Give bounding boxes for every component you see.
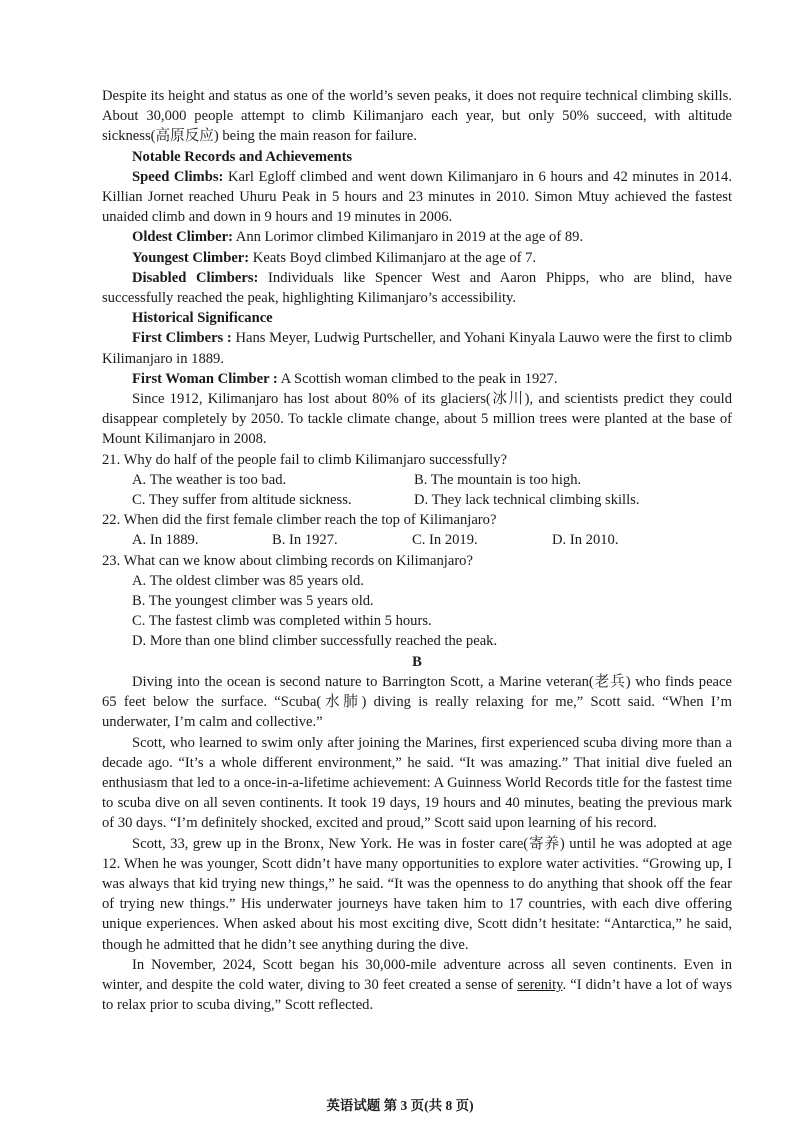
exam-page bbox=[102, 86, 732, 1015]
oldest-climber-label: Oldest Climber: bbox=[132, 229, 233, 246]
question-22: 22. When did the first female climber reach the top of Kilimanjaro? bbox=[102, 512, 497, 529]
first-woman-text: A Scottish woman climbed to the peak in 1927. bbox=[277, 370, 558, 387]
first-climbers-label: First Climbers : bbox=[132, 330, 232, 347]
passage-b-label: B bbox=[412, 653, 422, 670]
question-21: 21. Why do half of the people fail to climb Kilimanjaro successfully? bbox=[102, 451, 508, 468]
option-c: C. They suffer from altitude sickness. bbox=[132, 492, 352, 509]
underlined-word: serenity bbox=[517, 976, 563, 993]
page-footer: 英语试题 第 3 页(共 8 页) bbox=[326, 1098, 474, 1113]
youngest-climber-label: Youngest Climber: bbox=[132, 249, 250, 266]
disabled-climbers-text: Individuals like Spencer West and Aaron Phipps, who are blind, have successfully reached the peak, highlighting Kilimanjaro’s accessibility. bbox=[102, 269, 732, 307]
option-b: B. In 1927. bbox=[272, 532, 338, 549]
first-woman-paragraph bbox=[102, 369, 732, 389]
oldest-climber-paragraph bbox=[102, 227, 732, 247]
youngest-climber-text: Keats Boyd climbed Kilimanjaro at the age of 7. bbox=[249, 249, 537, 266]
passage-b-paragraph: Diving into the ocean is second nature to Barrington Scott, a Marine veteran(老兵) who finds peace 65 feet below the surface. “Scuba(水肺) diving is really relaxing for me,” Scott said. “When I’m underwater, I’m calm and collective.” bbox=[102, 673, 732, 731]
youngest-climber-paragraph bbox=[102, 248, 732, 268]
disabled-climbers-paragraph bbox=[102, 268, 732, 308]
option-c: C. The fastest climb was completed within 5 hours. bbox=[132, 613, 432, 630]
first-climbers-text: Hans Meyer, Ludwig Purtscheller, and Yohani Kinyala Lauwo were the first to climb Kilimanjaro in 1889. bbox=[102, 330, 732, 367]
option-a: A. The oldest climber was 85 years old. bbox=[132, 572, 364, 589]
speed-climbs-label: Speed Climbs: bbox=[132, 168, 224, 185]
question-22-options-row bbox=[102, 530, 732, 550]
glacier-paragraph: Since 1912, Kilimanjaro has lost about 80% of its glaciers(冰川), and scientists predict they could disappear completely by 2050. To tackle climate change, about 5 million trees were planted at the base of Mount Kilimanjaro in 2008. bbox=[102, 391, 732, 448]
option-b: B. The youngest climber was 5 years old. bbox=[132, 593, 374, 610]
passage-a-paragraph: Despite its height and status as one of the world’s seven peaks, it does not require technical climbing skills. About 30,000 people attempt to climb Kilimanjaro each year, but only 50% succeed, with altitude sickness(高原反应) being the main reason for failure. bbox=[102, 88, 732, 145]
section-heading: Notable Records and Achievements bbox=[132, 148, 353, 165]
question-21-options-row-2 bbox=[102, 490, 732, 510]
oldest-climber-text: Ann Lorimor climbed Kilimanjaro in 2019 at the age of 89. bbox=[232, 229, 584, 246]
paragraph-text: In November, 2024, Scott began his 30,000-mile adventure across all seven continents. Even in winter, and despite the cold water, diving to 30 feet created a sense of bbox=[102, 956, 732, 993]
option-d: D. More than one blind climber successfully reached the peak. bbox=[132, 633, 498, 650]
option-a: A. In 1889. bbox=[132, 532, 199, 549]
option-d: D. They lack technical climbing skills. bbox=[414, 492, 640, 509]
section-heading-historical: Historical Significance bbox=[132, 310, 273, 327]
passage-b-paragraph bbox=[102, 955, 732, 1016]
option-c: C. In 2019. bbox=[412, 532, 478, 549]
speed-climbs-paragraph bbox=[102, 167, 732, 228]
passage-b-paragraph: Scott, who learned to swim only after joining the Marines, first experienced scuba diving more than a decade ago. “It’s a whole different environment,” he said. “It was amazing.” That initial dive fueled an enthusiasm that led to a once-in-a-lifetime achievement: A Guinness World Records title for the fastest time to scuba dive on all seven continents. It took 19 days, 19 hours and 40 minutes, beating the previous mark of 30 days. “I’m definitely shocked, excited and proud,” Scott said upon learning of his record. bbox=[102, 734, 732, 832]
option-b: B. The mountain is too high. bbox=[414, 471, 582, 488]
first-woman-label: First Woman Climber : bbox=[132, 370, 278, 387]
paragraph-text: . “I didn’t have a lot of ways to relax prior to scuba diving,” Scott reflected. bbox=[102, 976, 732, 1014]
question-21-options-row-1 bbox=[102, 470, 732, 490]
disabled-climbers-label: Disabled Climbers: bbox=[132, 269, 259, 286]
option-d: D. In 2010. bbox=[552, 532, 619, 549]
passage-b-paragraph: Scott, 33, grew up in the Bronx, New York. He was in foster care(寄养) until he was adopted at age 12. When he was younger, Scott didn’t have many opportunities to explore water activities. “Growing up, I was always that kid trying new things,” he said. “It was the openness to do anything that shook off the fear of trying new things.” His underwater journeys have taken him to 17 countries, with each dive offering unique experiences. When asked about his most exciting dive, Scott didn’t hesitate: “Antarctica,” he said, though he admitted that he didn’t see anything during the dive. bbox=[102, 835, 732, 953]
speed-climbs-text: Karl Egloff climbed and went down Kilimanjaro in 6 hours and 42 minutes in 2014. Killian Jornet reached Uhuru Peak in 5 hours and 23 minutes in 2010. Simon Mtuy achieved the fastest unaided climb and down in 9 hours and 19 minutes in 2006. bbox=[102, 168, 732, 226]
first-climbers-paragraph bbox=[102, 328, 732, 368]
question-23: 23. What can we know about climbing records on Kilimanjaro? bbox=[102, 552, 473, 569]
option-a: A. The weather is too bad. bbox=[132, 471, 287, 488]
